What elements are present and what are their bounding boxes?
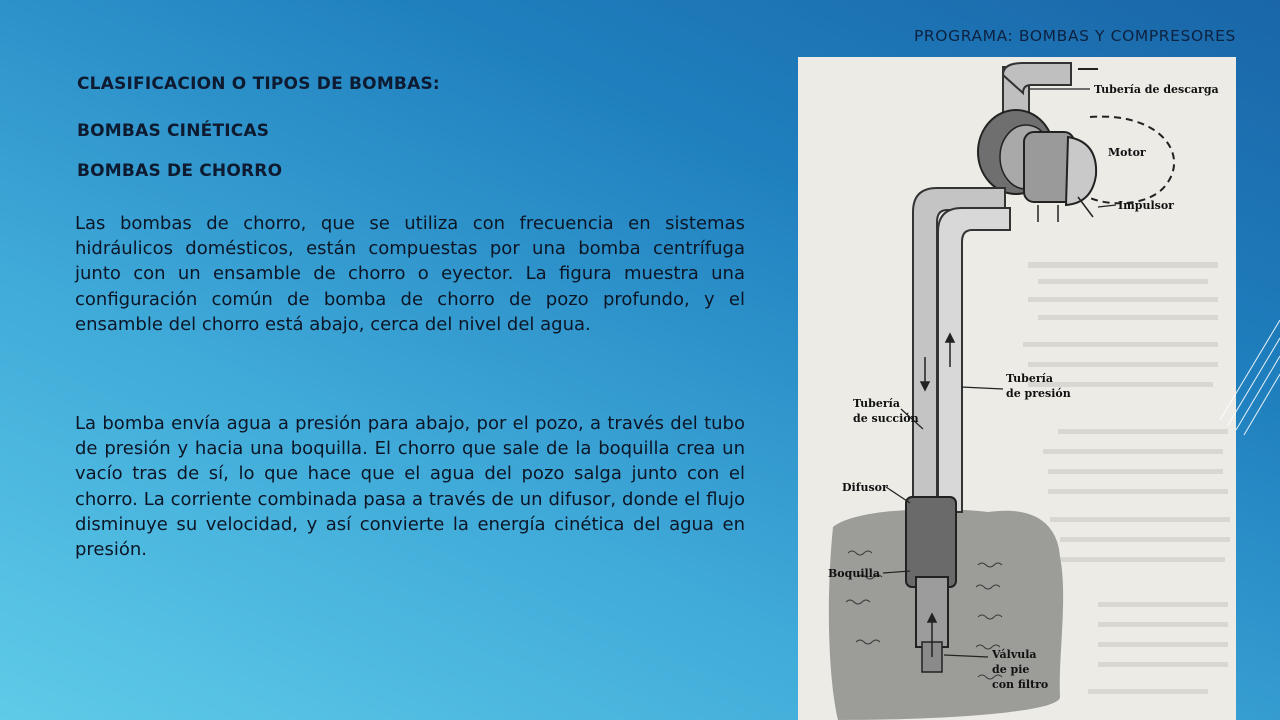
motor-outline [1088,117,1174,204]
label-pressure-line1: Tubería [1006,372,1053,385]
label-valve-line2: de pie [992,663,1030,676]
description-paragraph-2: La bomba envía agua a presión para abajo, por el pozo, a través del tubo de presión y hacia una boquilla. El chorro que sale de la boquilla crea un vacío tras de sí, lo que hace que el agua del pozo salga junto con el chorro. La corriente combinada pasa a través de un difusor, donde el flujo disminuye su velocidad, y así convierte la energía cinética del agua en presión. [75,413,745,561]
decorative-lines [1220,300,1280,460]
label-suction-line2: de succión [853,412,919,425]
discharge-pipe [1003,63,1098,117]
label-pressure-line2: de presión [1006,387,1071,400]
section-heading-jet: BOMBAS DE CHORRO [77,161,283,181]
label-diffuser: Difusor [842,481,888,494]
label-suction-line1: Tubería [853,397,900,410]
jet-pump-diagram [798,57,1236,720]
label-nozzle: Boquilla [828,567,880,580]
label-motor: Motor [1108,146,1146,159]
label-valve-line3: con filtro [992,678,1049,691]
label-impeller: Impulsor [1118,199,1174,212]
jet-pump-figure [798,57,1236,720]
description-paragraph-1: Las bombas de chorro, que se utiliza con frecuencia en sistemas hidráulicos domésticos, están compuestas por una bomba centrífuga junto con un ensamble de chorro o eyector. La figura muestra una configuración común de bomba de chorro de pozo profundo, y el ensamble del chorro está abajo, cerca del nivel del agua. [75,213,745,335]
label-discharge-pipe: Tubería de descarga [1094,83,1219,96]
section-heading-classification: CLASIFICACION O TIPOS DE BOMBAS: [77,74,440,94]
label-valve-line1: Válvula [992,648,1037,661]
section-heading-kinetic: BOMBAS CINÉTICAS [77,121,270,141]
program-title: PROGRAMA: BOMBAS Y COMPRESORES [913,27,1236,45]
